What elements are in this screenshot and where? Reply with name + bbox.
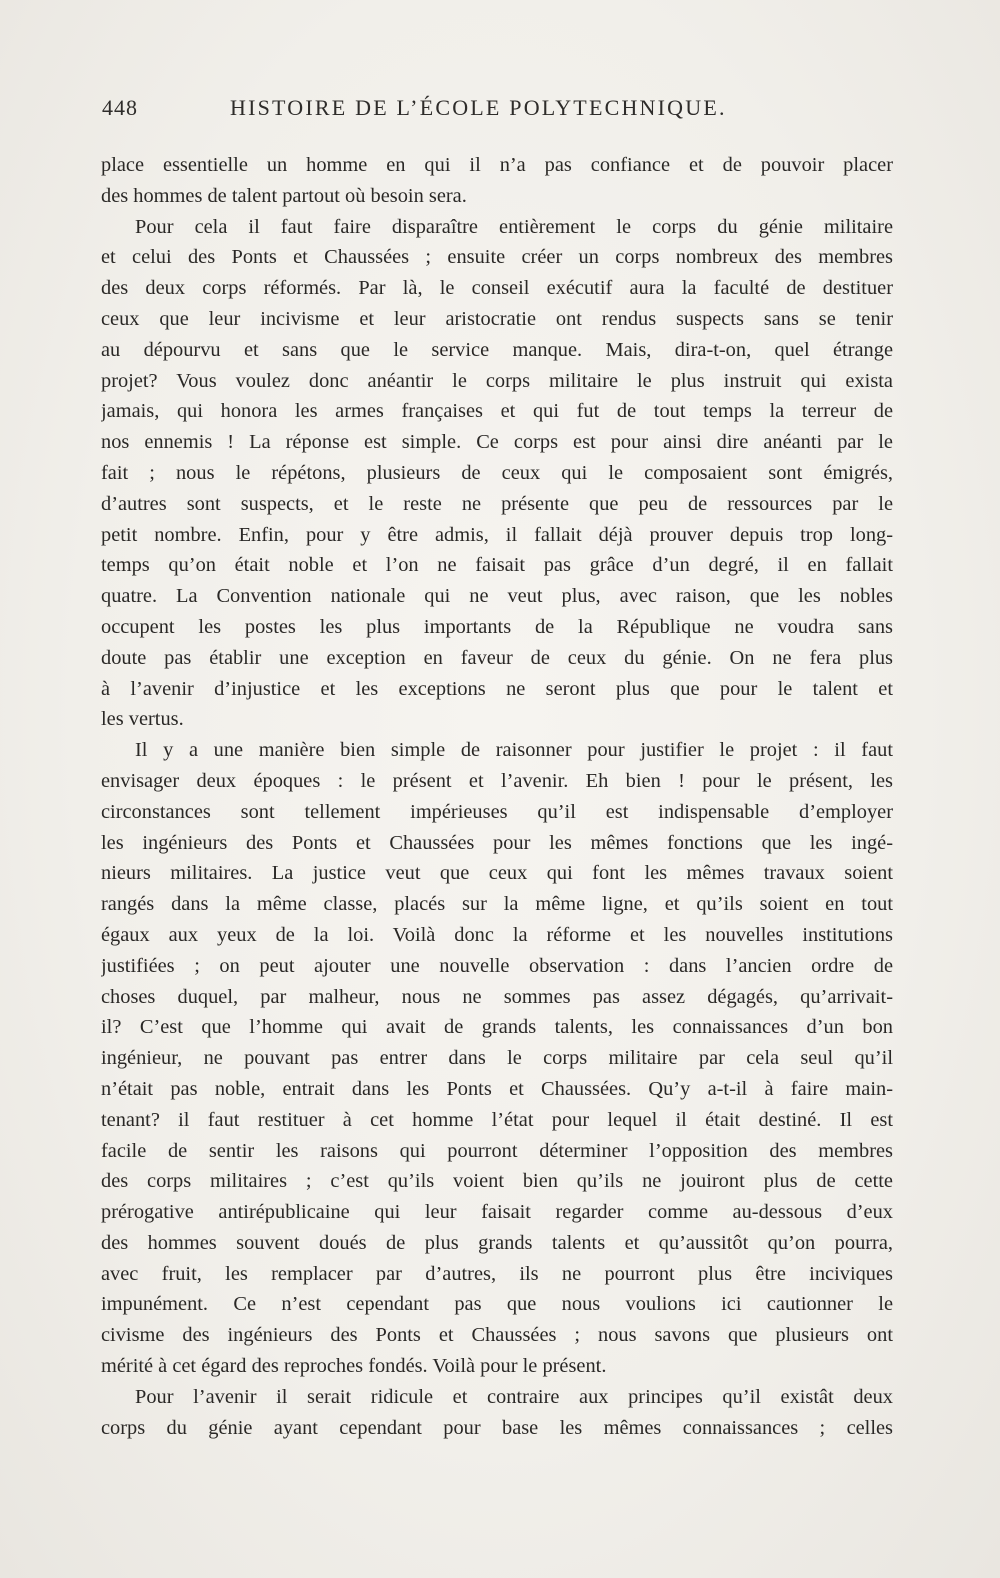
text-line: égaux aux yeux de la loi. Voilà donc la réforme et les nouvelles institutions bbox=[101, 923, 893, 946]
text-line: jamais, qui honora les armes françaises et qui fut de tout temps la terreur de bbox=[101, 400, 893, 423]
text-line: ingénieur, ne pouvant pas entrer dans le corps militaire par cela seul qu’il bbox=[101, 1047, 893, 1070]
text-line: fait ; nous le répétons, plusieurs de ceux qui le composaient sont émigrés, bbox=[101, 461, 893, 484]
text-line: petit nombre. Enfin, pour y être admis, il fallait déjà prouver depuis trop long- bbox=[101, 523, 893, 546]
paragraph bbox=[101, 150, 893, 212]
text-line: à l’avenir d’injustice et les exceptions ne seront plus que pour le talent et bbox=[101, 677, 893, 700]
text-line: au dépourvu et sans que le service manque. Mais, dira-t-on, quel étrange bbox=[101, 338, 893, 361]
text-line: avec fruit, les remplacer par d’autres, ils ne pourront plus être inciviques bbox=[101, 1262, 893, 1285]
paragraph bbox=[101, 735, 893, 1382]
text-line: Pour l’avenir il serait ridicule et contraire aux principes qu’il existât deux bbox=[135, 1385, 893, 1408]
text-line: civisme des ingénieurs des Ponts et Chaussées ; nous savons que plusieurs ont bbox=[101, 1324, 893, 1347]
text-line: impunément. Ce n’est cependant pas que nous voulions ici cautionner le bbox=[101, 1293, 893, 1316]
text-line: envisager deux époques : le présent et l’avenir. Eh bien ! pour le présent, les bbox=[101, 769, 893, 792]
text-line: choses duquel, par malheur, nous ne sommes pas assez dégagés, qu’arrivait- bbox=[101, 985, 893, 1008]
text-line: tenant? il faut restituer à cet homme l’état pour lequel il était destiné. Il est bbox=[101, 1108, 893, 1131]
paragraph bbox=[101, 212, 893, 736]
text-line: temps qu’on était noble et l’on ne faisait pas grâce d’un degré, il en fallait bbox=[101, 554, 893, 577]
text-line: occupent les postes les plus importants de la République ne voudra sans bbox=[101, 615, 893, 638]
text-line: prérogative antirépublicaine qui leur faisait regarder comme au-dessous d’eux bbox=[101, 1201, 893, 1224]
running-title: HISTOIRE DE L’ÉCOLE POLYTECHNIQUE. bbox=[230, 95, 727, 120]
text-line: mérité à cet égard des reproches fondés. Voilà pour le présent. bbox=[101, 1355, 607, 1378]
text-line: Pour cela il faut faire disparaître entièrement le corps du génie militaire bbox=[135, 215, 893, 238]
text-line: des deux corps réformés. Par là, le conseil exécutif aura la faculté de destituer bbox=[101, 277, 893, 300]
text-line: justifiées ; on peut ajouter une nouvelle observation : dans l’ancien ordre de bbox=[101, 954, 893, 977]
text-line: les ingénieurs des Ponts et Chaussées pour les mêmes fonctions que les ingé- bbox=[101, 831, 893, 854]
text-line: des hommes souvent doués de plus grands talents et qu’aussitôt qu’on pourra, bbox=[101, 1231, 893, 1254]
text-line: projet? Vous voulez donc anéantir le corps militaire le plus instruit qui exista bbox=[101, 369, 893, 392]
text-line: des corps militaires ; c’est qu’ils voient bien qu’ils ne jouiront plus de cette bbox=[101, 1170, 893, 1193]
text-line: il? C’est que l’homme qui avait de grands talents, les connaissances d’un bon bbox=[101, 1016, 893, 1039]
text-line: nos ennemis ! La réponse est simple. Ce corps est pour ainsi dire anéanti par le bbox=[101, 431, 893, 454]
page-number: 448 bbox=[102, 95, 138, 120]
text-line: ceux que leur incivisme et leur aristocratie ont rendus suspects sans se tenir bbox=[101, 307, 893, 330]
text-line: les vertus. bbox=[101, 708, 184, 731]
body-text bbox=[101, 150, 893, 1443]
running-head bbox=[102, 95, 892, 129]
text-line: d’autres sont suspects, et le reste ne présente que peu de ressources par le bbox=[101, 492, 893, 515]
text-line: corps du génie ayant cependant pour base les mêmes connaissances ; celles bbox=[101, 1416, 893, 1439]
text-line: nieurs militaires. La justice veut que ceux qui font les mêmes travaux soient bbox=[101, 862, 893, 885]
text-line: des hommes de talent partout où besoin sera. bbox=[101, 184, 467, 207]
text-line: circonstances sont tellement impérieuses qu’il est indispensable d’employer bbox=[101, 800, 893, 823]
text-line: n’était pas noble, entrait dans les Ponts et Chaussées. Qu’y a-t-il à faire main- bbox=[101, 1077, 893, 1100]
text-line: rangés dans la même classe, placés sur la même ligne, et qu’ils soient en tout bbox=[101, 893, 893, 916]
text-line: et celui des Ponts et Chaussées ; ensuite créer un corps nombreux des membres bbox=[101, 246, 893, 269]
text-line: facile de sentir les raisons qui pourront déterminer l’opposition des membres bbox=[101, 1139, 893, 1162]
text-line: doute pas établir une exception en faveur de ceux du génie. On ne fera plus bbox=[101, 646, 893, 669]
text-line: Il y a une manière bien simple de raisonner pour justifier le projet : il faut bbox=[135, 739, 893, 762]
text-line: quatre. La Convention nationale qui ne veut plus, avec raison, que les nobles bbox=[101, 585, 893, 608]
paragraph bbox=[101, 1382, 893, 1444]
text-line: place essentielle un homme en qui il n’a pas confiance et de pouvoir placer bbox=[101, 154, 893, 176]
